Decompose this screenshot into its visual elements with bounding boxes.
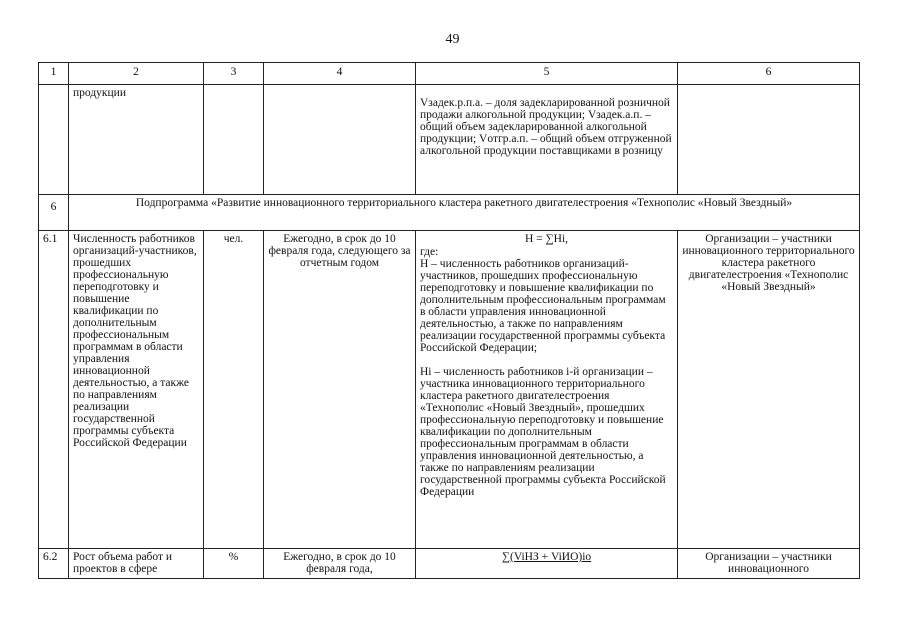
formula: Н = ∑Нi, — [524, 233, 569, 245]
cell-formula-description: Vзадек.р.п.а. – доля задекларированной розничной продажи алкогольной продукции; Vзадек.а.п. – общий объем задекларированной алкогольной продукции; Vотгр.а.п. – общий объем отгруженной алкогольной продукции поставщиками в розницу — [416, 85, 678, 195]
table-row-6-2 — [39, 549, 860, 579]
column-header: 1 — [39, 63, 69, 85]
cell-unit — [204, 85, 264, 195]
where-label: где: — [420, 246, 439, 258]
table-header-row — [39, 63, 860, 85]
cell-frequency: Ежегодно, в срок до 10 февраля года, следующего за отчетным годом — [264, 231, 416, 549]
column-header: 6 — [678, 63, 860, 85]
indicators-table — [38, 62, 860, 579]
cell-num: 6 — [39, 195, 69, 231]
cell-responsible — [678, 85, 860, 195]
cell-num — [39, 85, 69, 195]
cell-frequency: Ежегодно, в срок до 10 февраля года, — [264, 549, 416, 579]
page-number: 49 — [445, 32, 460, 47]
cell-num: 6.1 — [39, 231, 69, 549]
subprogram-title: Подпрограмма «Развитие инновационного территориального кластера ракетного двигателестроения «Технополис «Новый Звездный» — [69, 195, 860, 231]
cell-responsible: Организации – участники инновационного — [678, 549, 860, 579]
column-header: 4 — [264, 63, 416, 85]
cell-frequency — [264, 85, 416, 195]
table-row-continuation — [39, 85, 860, 195]
table-row-subprogram — [39, 195, 860, 231]
cell-indicator: Численность работников организаций-участников, прошедших профессиональную переподготовку и повышение квалификации по дополнительным профессиональным программам в области управления инновационной деятельностью, а также по направлениям реализации государственной программы субъекта Российской Федерации — [69, 231, 204, 549]
cell-responsible: Организации – участники инновационного территориального кластера ракетного двигателестроения «Технополис «Новый Звездный» — [678, 231, 860, 549]
column-header: 5 — [416, 63, 678, 85]
cell-formula-description — [416, 231, 678, 549]
cell-indicator: продукции — [69, 85, 204, 195]
cell-formula-description — [416, 549, 678, 579]
formula-description: Н – численность работников организаций-участников, прошедших профессиональную переподготовку и повышение квалификации по дополнительным профессиональным программам в области управления инновационной деятельностью, а также по направлениям реализации государственной программы субъекта Российской Федерации; — [420, 258, 666, 354]
cell-unit: % — [204, 549, 264, 579]
column-header: 3 — [204, 63, 264, 85]
cell-indicator: Рост объема работ и проектов в сфере — [69, 549, 204, 579]
table-row-6-1 — [39, 231, 860, 549]
formula: ∑(ViНЗ + ViИО)io — [501, 551, 592, 563]
cell-unit: чел. — [204, 231, 264, 549]
formula-description: Нi – численность работников i-й организации – участника инновационного территориального кластера ракетного двигателестроения «Технополис «Новый Звездный», прошедших профессиональную переподготовку и повышение квалификации по дополнительным профессиональным программам в области управления инновационной деятельностью, а также по направлениям реализации государственной программы субъекта Российской Федерации — [420, 366, 666, 498]
column-header: 2 — [69, 63, 204, 85]
cell-num: 6.2 — [39, 549, 69, 579]
